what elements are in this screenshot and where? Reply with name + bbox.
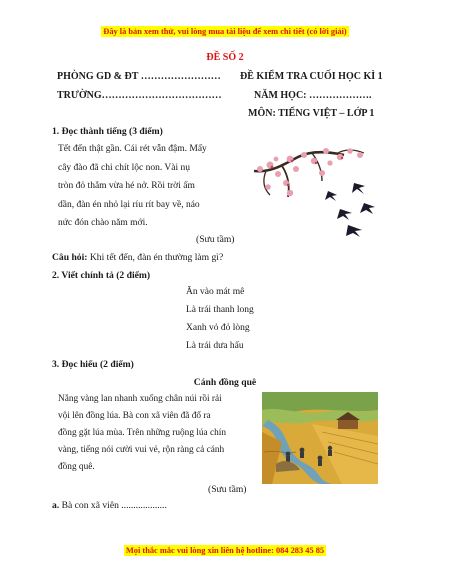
passage-line: Nắng vàng lan nhanh xuống chân núi rồi rải — [58, 394, 222, 404]
preview-banner — [0, 27, 450, 36]
section3-source: (Sưu tầm) — [208, 484, 247, 495]
question-text: Khi tết đến, đàn én thường làm gì? — [89, 252, 224, 263]
story-title: Cánh đồng quê — [193, 377, 257, 388]
item-a-label: a. — [52, 500, 60, 511]
passage-line: Tết đến thật gần. Cái rét vẫn đậm. Mấy — [58, 144, 207, 154]
section1-source: (Sưu tầm) — [196, 234, 235, 245]
section3-passage — [58, 391, 256, 476]
section3-item-a — [52, 500, 167, 511]
subject-line: MÔN: TIẾNG VIỆT – LỚP 1 — [248, 108, 375, 119]
school-year: NĂM HỌC: ………………. — [254, 90, 372, 101]
peach-blossom-swallows-illustration — [252, 145, 392, 241]
section1-passage — [58, 140, 248, 233]
passage-line: đồng quê. — [58, 462, 95, 472]
passage-line: tròn đỏ thắm vừa hé nở. Rồi trời ấm — [58, 181, 195, 191]
item-a-text: Bà con xã viên ................... — [61, 500, 167, 511]
passage-line: nức đón chào năm mới. — [58, 218, 148, 228]
school-line: TRƯỜNG……………………………… — [57, 90, 222, 101]
dictation-line: Xanh vỏ đỏ lòng — [186, 323, 250, 333]
passage-line: đồng gặt lúa mùa. Trên những ruộng lúa chín — [58, 428, 226, 438]
passage-line: vàng, tiếng nói cười vui vẻ, rộn ràng cả cánh — [58, 445, 225, 455]
exam-number: ĐỀ SỐ 2 — [206, 52, 244, 63]
rice-field-illustration — [262, 392, 378, 484]
hotline-banner-text: Mọi thắc mắc vui lòng xin liên hệ hotline: 084 283 45 85 — [125, 546, 325, 555]
section1-question — [52, 252, 223, 263]
exam-title: ĐỀ KIỂM TRA CUỐI HỌC KÌ 1 — [240, 71, 383, 82]
dictation-line: Ăn vào mát mê — [186, 287, 245, 297]
passage-line: cây đào đã chi chít lộc non. Vài nụ — [58, 162, 190, 173]
section2-title: 2. Viết chính tả (2 điểm) — [52, 270, 151, 281]
dictation-line: Là trái dưa hấu — [186, 341, 244, 351]
passage-line: dần, đàn én nhỏ lại ríu rít bay về, náo — [58, 199, 200, 210]
dictation-line: Là trái thanh long — [186, 305, 254, 315]
department-line: PHÒNG GD & ĐT …………………… — [57, 71, 221, 82]
section1-title: 1. Đọc thành tiếng (3 điểm) — [52, 126, 163, 137]
question-label: Câu hỏi: — [52, 252, 88, 263]
hotline-banner — [0, 546, 450, 555]
section3-title: 3. Đọc hiểu (2 điểm) — [52, 359, 134, 370]
passage-line: vội lên đồng lúa. Bà con xã viên đã đổ ra — [58, 411, 211, 421]
preview-banner-text: Đây là bản xem thử, vui lòng mua tài liệu để xem chi tiết (có lời giải) — [103, 27, 347, 36]
